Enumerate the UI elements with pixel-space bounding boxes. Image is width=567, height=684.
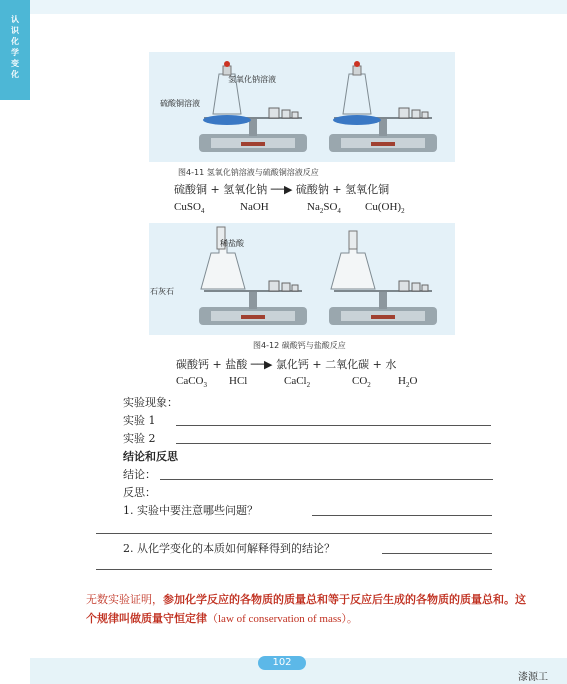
word-equation-2: 碳酸钙 + 盐酸 ──▶ 氯化钙 + 二氧化碳 + 水 bbox=[176, 358, 397, 371]
question-1-answer-line-a[interactable] bbox=[312, 515, 492, 516]
balance-right-2 bbox=[329, 231, 437, 325]
figure-4-11-caption: 图4-11 氢氧化钠溶液与硫酸铜溶液反应 bbox=[178, 168, 319, 177]
corner-text: 漆源工 bbox=[518, 672, 548, 683]
law-end: 。 bbox=[346, 612, 358, 625]
reflection-label: 反思： bbox=[123, 486, 156, 499]
figure-4-12 bbox=[149, 223, 455, 335]
question-1: 1. 实验中要注意哪些问题？ bbox=[123, 504, 258, 517]
law-bold-2: 这个规律叫做质量守恒定律 bbox=[86, 593, 526, 625]
label-cuso4-solution: 硫酸铜溶液 bbox=[160, 99, 200, 108]
label-dilute-hcl: 稀盐酸 bbox=[220, 239, 244, 248]
law-intro: 无数实验证明， bbox=[86, 593, 163, 606]
question-2-answer-line-a[interactable] bbox=[382, 553, 492, 554]
formula-co2: $CO_2$ bbox=[352, 375, 371, 390]
formula-hcl: HCl bbox=[229, 375, 248, 387]
formula-cacl2: CaCl$_2$ bbox=[284, 375, 311, 390]
law-bold-1: 参加化学反应的各物质的质量总和等于反应后生成的各物质的质量总和。 bbox=[163, 593, 515, 606]
experiment-2-answer-line[interactable] bbox=[176, 443, 491, 444]
question-2-answer-line-b[interactable] bbox=[96, 569, 492, 570]
formula-naoh: NaOH bbox=[240, 201, 269, 213]
conclusion-label: 结论： bbox=[123, 468, 156, 481]
formula-cuoh2: $Cu(OH)_2$ bbox=[365, 201, 405, 216]
experiment-1-answer-line[interactable] bbox=[176, 425, 491, 426]
balance-left-2 bbox=[199, 227, 307, 325]
label-limestone: 石灰石 bbox=[150, 287, 174, 296]
formula-caco3: CaCO$_3$ bbox=[176, 375, 207, 390]
formula-cuso4: CuSO$_4$ bbox=[174, 201, 205, 216]
balance-illustration-2 bbox=[149, 223, 455, 335]
side-tab-text: 认 识 化 学 变 化 bbox=[11, 15, 19, 79]
formula-na2so4: $Na_2SO_4$ bbox=[307, 201, 341, 216]
formula-h2o: $H_2O$ bbox=[398, 375, 418, 390]
experiment-1-label: 实验 1 bbox=[123, 414, 156, 427]
balance-right bbox=[329, 61, 437, 152]
figure-4-12-caption: 图4-12 碳酸钙与盐酸反应 bbox=[253, 341, 346, 350]
law-english: （law of conservation of mass） bbox=[207, 613, 347, 625]
chapter-side-tab bbox=[0, 0, 30, 100]
label-naoh-solution: 氢氧化钠溶液 bbox=[228, 75, 276, 84]
question-1-answer-line-b[interactable] bbox=[96, 533, 492, 534]
top-strip bbox=[30, 0, 567, 14]
law-statement-paragraph bbox=[86, 590, 526, 629]
conclusion-heading: 结论和反思 bbox=[123, 450, 178, 463]
question-2: 2. 从化学变化的本质如何解释得到的结论？ bbox=[123, 542, 335, 555]
experiment-2-label: 实验 2 bbox=[123, 432, 156, 445]
page-number: 102 bbox=[258, 656, 306, 670]
conclusion-answer-line[interactable] bbox=[160, 479, 493, 480]
word-equation-1: 硫酸铜 + 氢氧化钠 ──▶ 硫酸钠 + 氢氧化铜 bbox=[174, 183, 390, 196]
phenomena-heading: 实验现象： bbox=[123, 396, 178, 409]
